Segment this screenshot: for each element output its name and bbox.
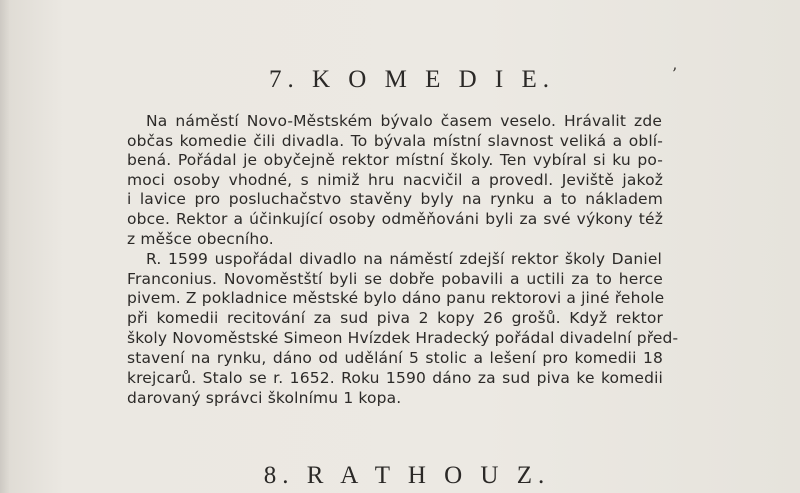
- paragraph1-line-3: bená. Pořádal je obyčejně rektor místní školy. Ten vybíral si ku po-: [127, 151, 663, 169]
- section-heading-rathouz: 8. R A T H O U Z.: [263, 462, 551, 489]
- paragraph2-line-8: darovaný správci školnímu 1 kopa.: [127, 389, 402, 407]
- paragraph2-line-5: školy Novoměstské Simeon Hvízdek Hradecký pořádal divadelní před-: [127, 329, 679, 347]
- paragraph1-line-5: i lavice pro posluchačstvo stavěny byly na rynku a to nákladem: [127, 190, 663, 208]
- paragraph1-line-6: obce. Rektor a účinkující osoby odměňováni byli za své výkony též: [127, 210, 663, 228]
- paragraph2-line-4: při komedii recitování za sud piva 2 kopy 26 grošů. Když rektor: [127, 309, 663, 327]
- section-heading-komedie: 7. K O M E D I E.: [268, 66, 555, 93]
- paragraph2-line-2: Franconius. Novoměstští byli se dobře pobavili a uctili za to herce: [127, 270, 663, 288]
- paragraph1-line-4: moci osoby vhodné, s nimiž hru nacvičil a provedl. Jeviště jakož: [127, 171, 663, 189]
- paragraph2-line-7: krejcarů. Stalo se r. 1652. Roku 1590 dáno za sud piva ke komedii: [127, 369, 663, 387]
- paragraph2-line-1: R. 1599 uspořádal divadlo na náměstí zdejší rektor školy Daniel: [146, 250, 662, 268]
- paragraph2-line-3: pivem. Z pokladnice městské bylo dáno panu rektorovi a jiné řehole: [127, 289, 665, 307]
- paragraph1-line-1: Na náměstí Novo-Městském bývalo časem veselo. Hrávalit zde: [146, 112, 662, 130]
- paragraph1-line-2: občas komedie čili divadla. To bývala místní slavnost veliká a oblí-: [127, 132, 663, 150]
- stray-mark: ’: [672, 64, 678, 83]
- paragraph2-line-6: stavení na rynku, dáno od udělání 5 stolic a lešení pro komedii 18: [127, 349, 663, 367]
- paragraph1-line-7: z měšce obecního.: [127, 230, 274, 248]
